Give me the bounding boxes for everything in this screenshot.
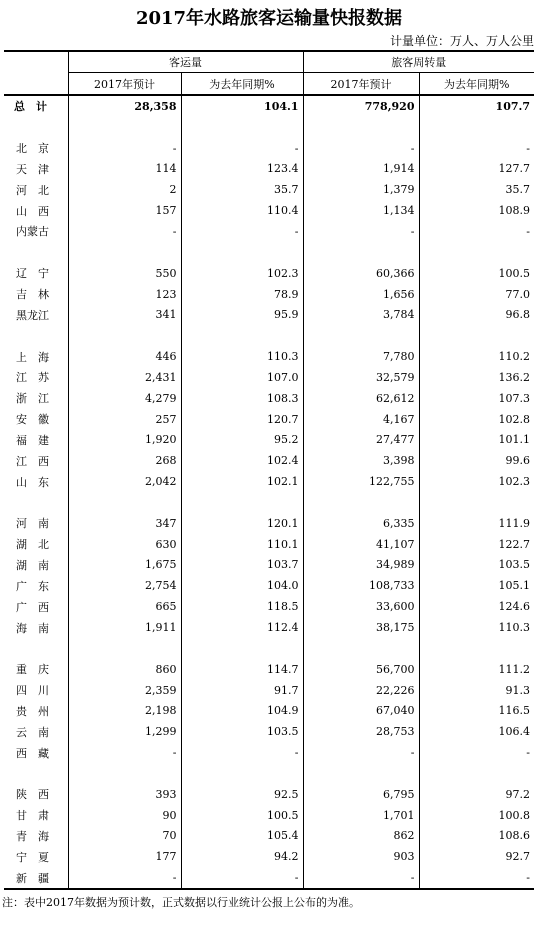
region-name: 新 疆 [4, 867, 68, 889]
total-row [4, 95, 534, 117]
turnover-yoy: 110.2 [419, 346, 534, 367]
header-passenger-turnover: 旅客周转量 [303, 51, 534, 73]
region-name: 陕 西 [16, 788, 49, 802]
volume-2017: 446 [68, 346, 181, 367]
turnover-yoy: - [419, 221, 534, 242]
spacer-cell [181, 325, 303, 346]
volume-2017: 2,431 [68, 367, 181, 388]
turnover-2017: 1,701 [303, 805, 419, 826]
volume-yoy: 78.9 [181, 284, 303, 305]
volume-2017: 2,754 [68, 575, 181, 596]
region-name: 宁 夏 [16, 850, 49, 864]
volume-yoy: 104.9 [181, 700, 303, 721]
volume-2017: 1,675 [68, 555, 181, 576]
region-name: 天 津 [16, 162, 49, 176]
region-name: 内蒙古 [16, 225, 49, 239]
table-row [4, 284, 534, 305]
region-name: 上 海 [16, 350, 49, 364]
spacer-cell [68, 638, 181, 659]
unit-label: 计量单位：万人、万人公里 [389, 34, 534, 48]
spacer-cell [303, 117, 419, 138]
region-name: 广 西 [16, 600, 49, 614]
spacer-cell [181, 763, 303, 784]
volume-2017: - [68, 138, 181, 159]
spacer-cell [303, 325, 419, 346]
volume-yoy: - [181, 742, 303, 763]
region-name: 海 南 [16, 621, 49, 635]
table-row [4, 805, 534, 826]
region-name: 云 南 [16, 725, 49, 739]
turnover-2017: 1,656 [303, 284, 419, 305]
turnover-2017: 1,914 [303, 159, 419, 180]
table-row [4, 575, 534, 596]
table-row [4, 159, 534, 180]
spacer-cell [181, 638, 303, 659]
volume-yoy: 107.0 [181, 367, 303, 388]
volume-yoy: 110.1 [181, 534, 303, 555]
volume-yoy: 112.4 [181, 617, 303, 638]
region-name: 青 海 [16, 829, 49, 843]
turnover-yoy: 92.7 [419, 846, 534, 867]
volume-yoy: 35.7 [181, 179, 303, 200]
volume-2017: 90 [68, 805, 181, 826]
spacer-cell [181, 492, 303, 513]
volume-yoy: 120.1 [181, 513, 303, 534]
turnover-2017: 62,612 [303, 388, 419, 409]
spacer-row [4, 242, 534, 263]
spacer-cell [68, 242, 181, 263]
table-row [4, 826, 534, 847]
volume-yoy: - [181, 138, 303, 159]
volume-yoy: - [181, 221, 303, 242]
turnover-2017: 67,040 [303, 700, 419, 721]
spacer-cell [419, 242, 534, 263]
volume-yoy: 110.4 [181, 200, 303, 221]
spacer-cell [68, 325, 181, 346]
spacer-cell [419, 325, 534, 346]
spacer-cell [419, 638, 534, 659]
turnover-yoy: 108.9 [419, 200, 534, 221]
table-row [4, 304, 534, 325]
region-name: 河 南 [16, 517, 49, 531]
table-row [4, 430, 534, 451]
table-row [4, 700, 534, 721]
turnover-2017: 122,755 [303, 471, 419, 492]
turnover-2017: 1,134 [303, 200, 419, 221]
volume-yoy: 103.7 [181, 555, 303, 576]
region-name: 安 徽 [16, 413, 49, 427]
table-row [4, 513, 534, 534]
volume-yoy: 110.3 [181, 346, 303, 367]
turnover-yoy: 91.3 [419, 680, 534, 701]
turnover-2017: 27,477 [303, 430, 419, 451]
region-name: 总 计 [14, 100, 47, 114]
volume-yoy: 120.7 [181, 409, 303, 430]
data-table [4, 50, 534, 890]
volume-2017: 630 [68, 534, 181, 555]
turnover-yoy: 99.6 [419, 450, 534, 471]
spacer-row [4, 325, 534, 346]
volume-yoy: 92.5 [181, 784, 303, 805]
table-row [4, 409, 534, 430]
volume-2017: 28,358 [68, 95, 181, 117]
volume-2017: 860 [68, 659, 181, 680]
spacer-cell [181, 117, 303, 138]
volume-2017: 393 [68, 784, 181, 805]
region-name: 江 西 [16, 454, 49, 468]
volume-yoy: 103.5 [181, 721, 303, 742]
spacer-cell [303, 763, 419, 784]
volume-yoy: 114.7 [181, 659, 303, 680]
turnover-yoy: 102.3 [419, 471, 534, 492]
table-row [4, 867, 534, 889]
region-name: 河 北 [16, 183, 49, 197]
turnover-2017: 108,733 [303, 575, 419, 596]
volume-2017: 70 [68, 826, 181, 847]
table-row [4, 534, 534, 555]
table-row [4, 388, 534, 409]
region-name: 山 西 [16, 204, 49, 218]
volume-2017: 157 [68, 200, 181, 221]
volume-2017: 4,279 [68, 388, 181, 409]
turnover-yoy: 102.8 [419, 409, 534, 430]
volume-yoy: 105.4 [181, 826, 303, 847]
spacer-cell [4, 492, 68, 513]
volume-2017: 2,042 [68, 471, 181, 492]
turnover-yoy: 111.2 [419, 659, 534, 680]
turnover-2017: - [303, 138, 419, 159]
volume-2017: 177 [68, 846, 181, 867]
turnover-yoy: 111.9 [419, 513, 534, 534]
volume-2017: 2 [68, 179, 181, 200]
volume-2017: - [68, 221, 181, 242]
volume-2017: 347 [68, 513, 181, 534]
region-name: 甘 肃 [16, 809, 49, 823]
turnover-2017: 56,700 [303, 659, 419, 680]
turnover-yoy: 122.7 [419, 534, 534, 555]
turnover-2017: - [303, 221, 419, 242]
turnover-2017: 41,107 [303, 534, 419, 555]
header-volume-2017: 2017年预计 [68, 73, 181, 96]
turnover-2017: 6,335 [303, 513, 419, 534]
spacer-cell [303, 492, 419, 513]
spacer-cell [4, 638, 68, 659]
turnover-yoy: 107.3 [419, 388, 534, 409]
region-name: 广 东 [16, 579, 49, 593]
region-name: 福 建 [16, 433, 49, 447]
table-row [4, 346, 534, 367]
spacer-cell [68, 763, 181, 784]
turnover-yoy: 77.0 [419, 284, 534, 305]
volume-yoy: 108.3 [181, 388, 303, 409]
table-body [4, 95, 534, 889]
volume-2017: 257 [68, 409, 181, 430]
volume-2017: - [68, 742, 181, 763]
volume-yoy: 100.5 [181, 805, 303, 826]
volume-yoy: - [181, 867, 303, 889]
corner-cell-bottom [4, 73, 68, 96]
spacer-cell [68, 117, 181, 138]
turnover-2017: 22,226 [303, 680, 419, 701]
volume-yoy: 95.2 [181, 430, 303, 451]
volume-2017: 550 [68, 263, 181, 284]
turnover-yoy: 100.5 [419, 263, 534, 284]
turnover-2017: 7,780 [303, 346, 419, 367]
volume-2017: 123 [68, 284, 181, 305]
region-name: 四 川 [16, 684, 49, 698]
spacer-row [4, 638, 534, 659]
turnover-yoy: - [419, 867, 534, 889]
header-passenger-volume: 客运量 [68, 51, 303, 73]
spacer-cell [303, 638, 419, 659]
table-row [4, 596, 534, 617]
turnover-yoy: 136.2 [419, 367, 534, 388]
turnover-yoy: 35.7 [419, 179, 534, 200]
spacer-cell [4, 242, 68, 263]
volume-yoy: 118.5 [181, 596, 303, 617]
volume-2017: - [68, 867, 181, 889]
turnover-2017: 1,379 [303, 179, 419, 200]
volume-yoy: 102.1 [181, 471, 303, 492]
volume-2017: 268 [68, 450, 181, 471]
spacer-cell [4, 117, 68, 138]
turnover-2017: 778,920 [303, 95, 419, 117]
volume-2017: 1,920 [68, 430, 181, 451]
table-row [4, 471, 534, 492]
region-name: 浙 江 [16, 392, 49, 406]
turnover-2017: 862 [303, 826, 419, 847]
table-row [4, 784, 534, 805]
spacer-cell [4, 763, 68, 784]
turnover-2017: - [303, 867, 419, 889]
volume-yoy: 104.1 [181, 95, 303, 117]
table-row [4, 200, 534, 221]
turnover-yoy: 96.8 [419, 304, 534, 325]
table-row [4, 659, 534, 680]
spacer-cell [419, 492, 534, 513]
turnover-2017: 34,989 [303, 555, 419, 576]
turnover-yoy: 107.7 [419, 95, 534, 117]
region-name: 湖 北 [16, 538, 49, 552]
volume-2017: 114 [68, 159, 181, 180]
turnover-2017: 3,784 [303, 304, 419, 325]
region-name: 贵 州 [16, 704, 49, 718]
volume-yoy: 91.7 [181, 680, 303, 701]
footnote: 注：表中2017年数据为预计数，正式数据以行业统计公报上公布的为准。 [2, 896, 360, 909]
volume-2017: 2,198 [68, 700, 181, 721]
turnover-yoy: 127.7 [419, 159, 534, 180]
spacer-cell [181, 242, 303, 263]
table-row [4, 846, 534, 867]
header-turnover-2017: 2017年预计 [303, 73, 419, 96]
region-name: 黑龙江 [16, 308, 49, 322]
table-row [4, 367, 534, 388]
turnover-yoy: 110.3 [419, 617, 534, 638]
turnover-2017: 60,366 [303, 263, 419, 284]
header-turnover-yoy: 为去年同期% [419, 73, 534, 96]
table-row [4, 555, 534, 576]
volume-yoy: 123.4 [181, 159, 303, 180]
turnover-2017: - [303, 742, 419, 763]
table-row [4, 450, 534, 471]
spacer-cell [419, 763, 534, 784]
region-name: 山 东 [16, 475, 49, 489]
turnover-2017: 3,398 [303, 450, 419, 471]
turnover-yoy: 100.8 [419, 805, 534, 826]
table-row [4, 179, 534, 200]
corner-cell [4, 51, 68, 73]
volume-2017: 665 [68, 596, 181, 617]
turnover-2017: 4,167 [303, 409, 419, 430]
turnover-yoy: 101.1 [419, 430, 534, 451]
page-title: 2017年水路旅客运输量快报数据 [135, 8, 403, 29]
table-row [4, 617, 534, 638]
table-row [4, 138, 534, 159]
table-row [4, 221, 534, 242]
table-row [4, 680, 534, 701]
turnover-yoy: - [419, 138, 534, 159]
volume-2017: 341 [68, 304, 181, 325]
region-name: 江 苏 [16, 371, 49, 385]
region-name: 辽 宁 [16, 267, 49, 281]
volume-2017: 2,359 [68, 680, 181, 701]
turnover-2017: 38,175 [303, 617, 419, 638]
turnover-yoy: 108.6 [419, 826, 534, 847]
table-row [4, 263, 534, 284]
turnover-2017: 33,600 [303, 596, 419, 617]
spacer-cell [303, 242, 419, 263]
spacer-row [4, 492, 534, 513]
turnover-yoy: - [419, 742, 534, 763]
turnover-yoy: 116.5 [419, 700, 534, 721]
spacer-row [4, 117, 534, 138]
volume-yoy: 102.4 [181, 450, 303, 471]
turnover-yoy: 124.6 [419, 596, 534, 617]
spacer-row [4, 763, 534, 784]
region-name: 重 庆 [16, 663, 49, 677]
spacer-cell [4, 325, 68, 346]
volume-yoy: 95.9 [181, 304, 303, 325]
volume-2017: 1,299 [68, 721, 181, 742]
turnover-2017: 903 [303, 846, 419, 867]
spacer-cell [419, 117, 534, 138]
header-volume-yoy: 为去年同期% [181, 73, 303, 96]
spacer-cell [68, 492, 181, 513]
turnover-2017: 28,753 [303, 721, 419, 742]
region-name: 北 京 [16, 142, 49, 156]
turnover-yoy: 103.5 [419, 555, 534, 576]
region-name: 西 藏 [16, 746, 49, 760]
volume-2017: 1,911 [68, 617, 181, 638]
turnover-2017: 6,795 [303, 784, 419, 805]
region-name: 湖 南 [16, 558, 49, 572]
turnover-yoy: 106.4 [419, 721, 534, 742]
volume-yoy: 104.0 [181, 575, 303, 596]
table-row [4, 721, 534, 742]
turnover-2017: 32,579 [303, 367, 419, 388]
region-name: 吉 林 [16, 288, 49, 302]
table-row [4, 742, 534, 763]
turnover-yoy: 97.2 [419, 784, 534, 805]
volume-yoy: 94.2 [181, 846, 303, 867]
volume-yoy: 102.3 [181, 263, 303, 284]
turnover-yoy: 105.1 [419, 575, 534, 596]
